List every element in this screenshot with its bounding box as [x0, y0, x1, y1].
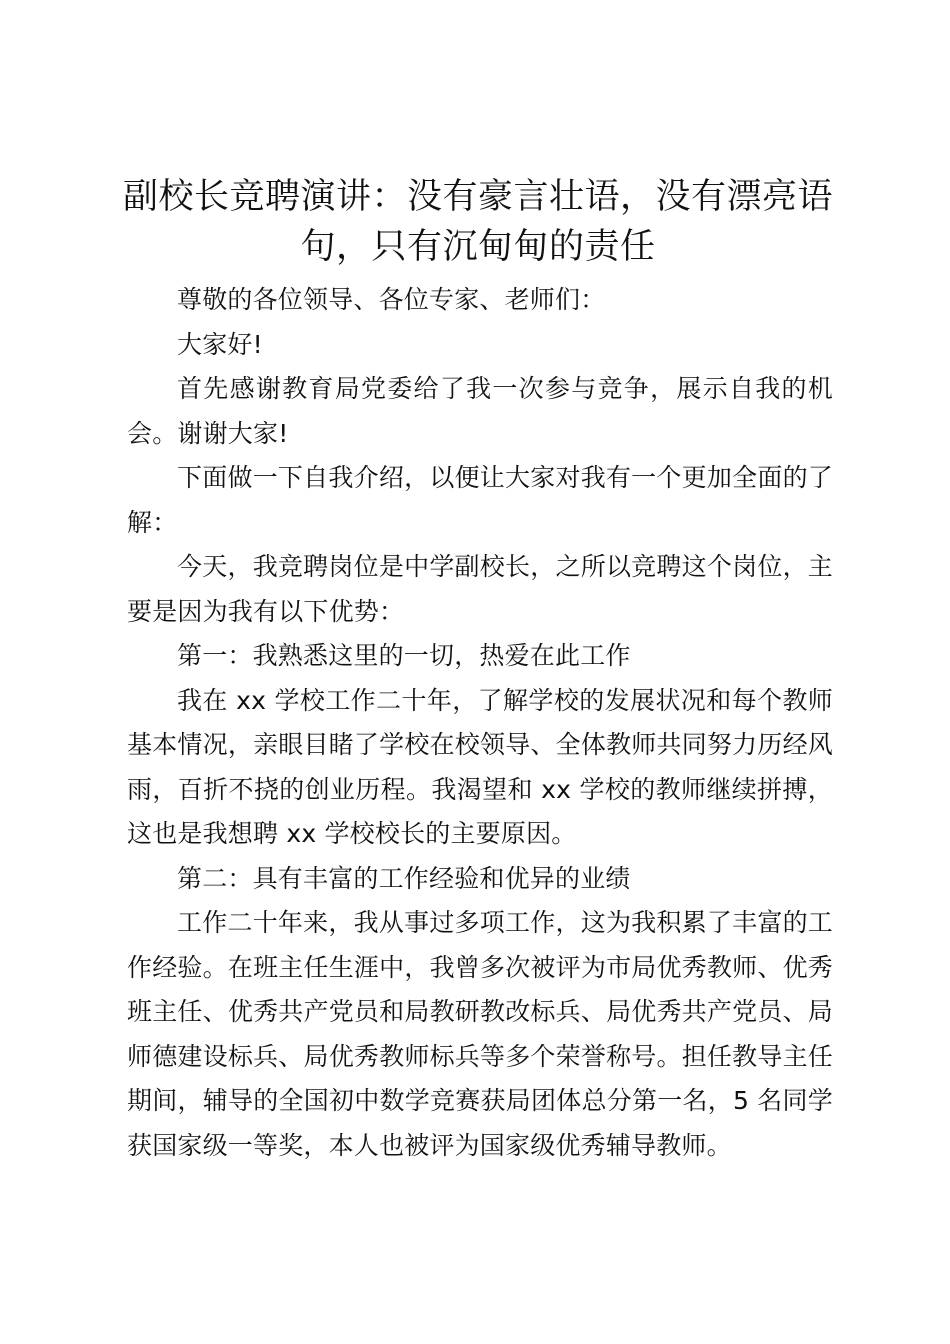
second-advantage-paragraph: 工作二十年来，我从事过多项工作，这为我积累了丰富的工作经验。在班主任生涯中，我曾多次被评为市局优秀教师、优秀班主任、优秀共产党员和局教研教改标兵、局优秀共产党员、局师德建设标兵、局优秀教师标兵等多个荣誉称号。担任教导主任期间，辅导的全国初中数学竞赛获局团体总分第一名，5 名同学获国家级一等奖，本人也被评为国家级优秀辅导教师。: [127, 908, 833, 1160]
position-paragraph: 今天，我竞聘岗位是中学副校长，之所以竞聘这个岗位，主要是因为我有以下优势：: [127, 552, 833, 626]
intro-paragraph: 下面做一下自我介绍，以便让大家对我有一个更加全面的了解：: [127, 463, 833, 537]
hello-paragraph: 大家好!: [177, 329, 263, 359]
greeting-paragraph: 尊敬的各位领导、各位专家、老师们：: [177, 285, 606, 314]
first-advantage-paragraph: 我在 xx 学校工作二十年，了解学校的发展状况和每个教师基本情况，亲眼目睹了学校在校领导、全体教师共同努力历经风雨，百折不挠的创业历程。我渴望和 xx 学校的教师继续拼搏，这也是我想聘 xx 学校校长的主要原因。: [127, 685, 833, 848]
section-heading-second: 第二：具有丰富的工作经验和优异的业绩: [177, 863, 631, 893]
document-title: 副校长竞聘演讲：没有豪言壮语，没有漂亮语句，只有沉甸甸的责任: [122, 177, 833, 267]
thanks-paragraph: 首先感谢教育局党委给了我一次参与竞争，展示自我的机会。谢谢大家!: [127, 374, 833, 448]
document-body: [127, 278, 833, 1168]
section-heading-first: 第一：我熟悉这里的一切，热爱在此工作: [177, 641, 631, 670]
